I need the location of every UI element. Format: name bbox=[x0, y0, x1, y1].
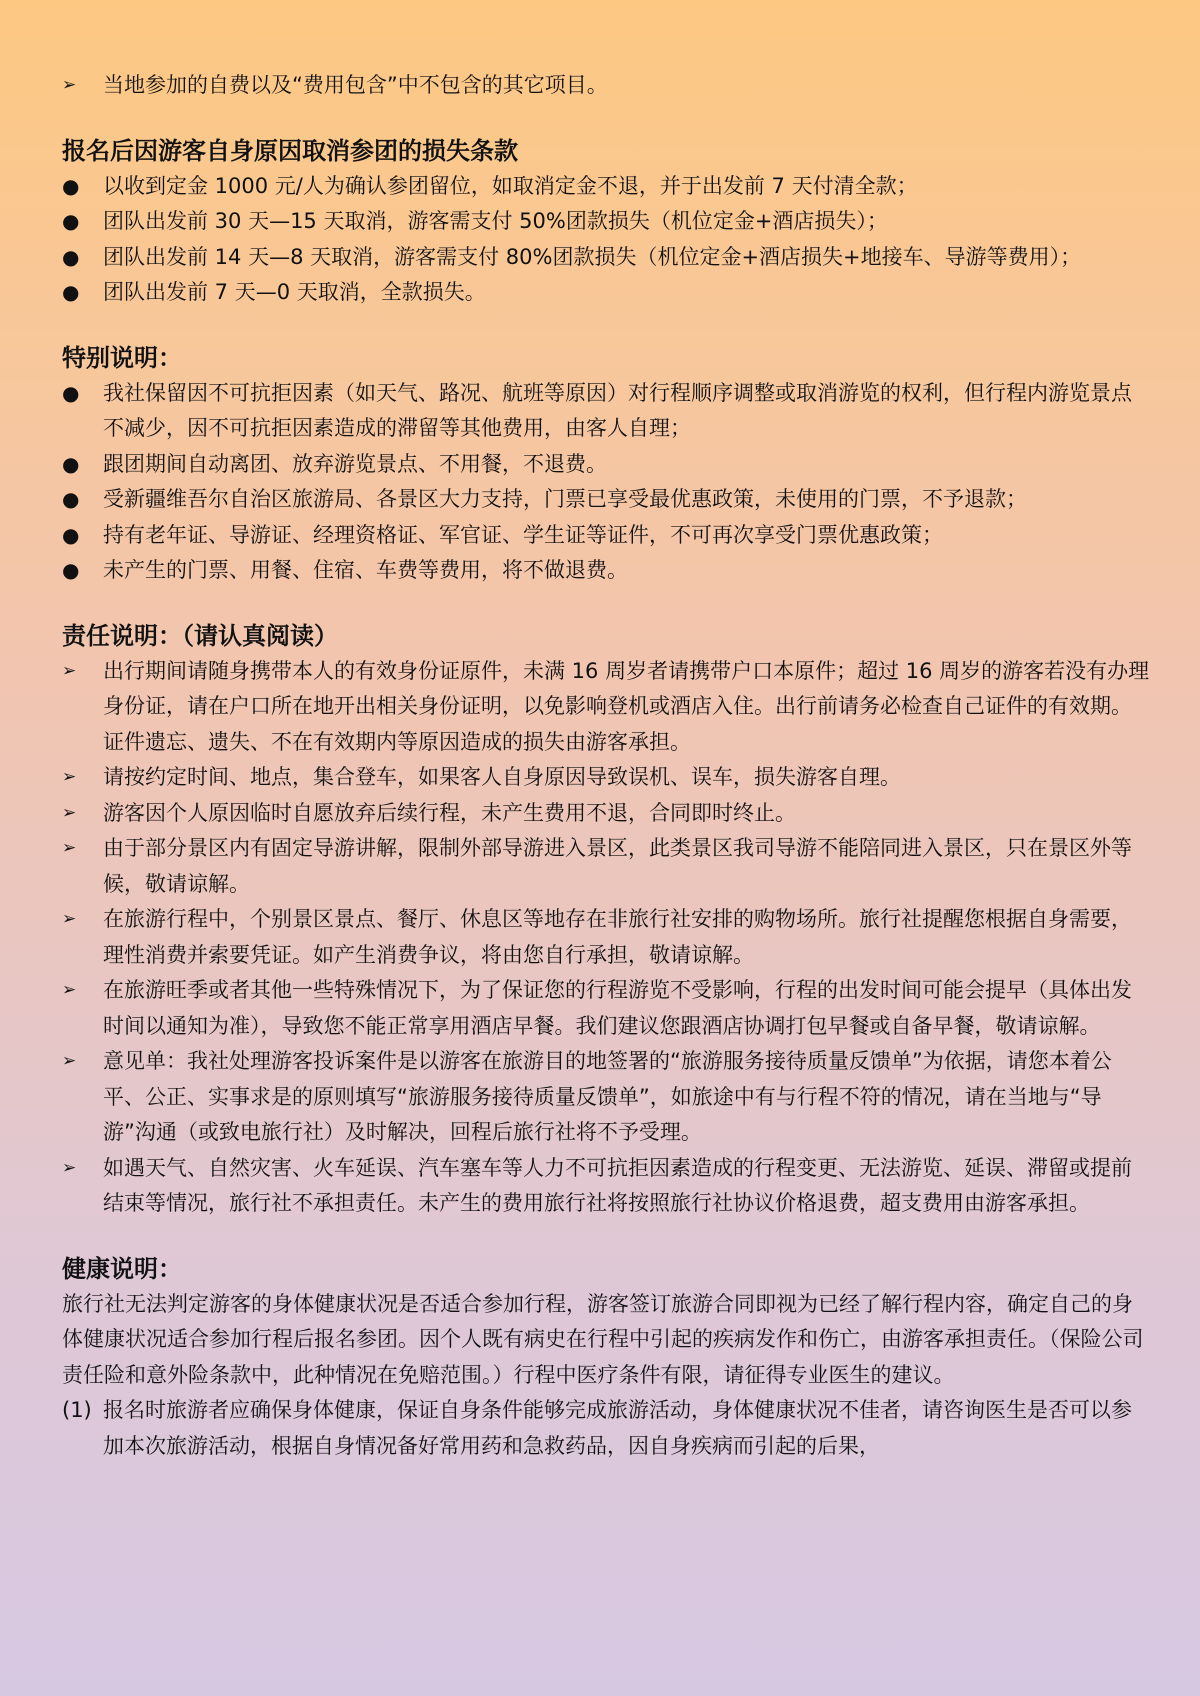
list-item-text: 我社保留因不可抗拒因素（如天气、路况、航班等原因）对行程顺序调整或取消游览的权利，但行程内游览景点不减少，因不可抗拒因素造成的滞留等其他费用，由客人自理； bbox=[103, 380, 1132, 440]
list-item bbox=[62, 973, 1152, 1044]
arrow-bullet-icon: ➢ bbox=[62, 1157, 77, 1178]
list-item-text: 持有老年证、导游证、经理资格证、军官证、学生证等证件，不可再次享受门票优惠政策； bbox=[103, 522, 943, 547]
bullet-dot-icon: ● bbox=[62, 487, 80, 511]
list-item-text: 当地参加的自费以及“费用包含”中不包含的其它项目。 bbox=[103, 73, 608, 97]
document-content bbox=[62, 68, 1152, 1464]
section-heading-cancellation: 报名后因游客自身原因取消参团的损失条款 bbox=[62, 136, 518, 165]
list-item bbox=[62, 1151, 1152, 1222]
list-item bbox=[62, 796, 1152, 832]
list-item-text: 团队出发前 7 天—0 天取消，全款损失。 bbox=[103, 280, 486, 304]
section-gap bbox=[62, 589, 1152, 618]
numbered-item-marker: (1) bbox=[62, 1398, 92, 1422]
numbered-item bbox=[62, 1393, 1152, 1464]
list-item bbox=[62, 760, 1152, 796]
list-item bbox=[62, 518, 1152, 554]
arrow-bullet-icon: ➢ bbox=[62, 909, 77, 929]
list-item bbox=[62, 204, 1152, 240]
list-item bbox=[62, 1044, 1152, 1151]
list-item-text: 请按约定时间、地点，集合登车，如果客人自身原因导致误机、误车，损失游客自理。 bbox=[103, 765, 901, 789]
bullet-dot-icon: ● bbox=[62, 558, 80, 582]
bullet-dot-icon: ● bbox=[62, 522, 80, 547]
list-item-text: 受新疆维吾尔自治区旅游局、各景区大力支持，门票已享受最优惠政策，未使用的门票，不予退款； bbox=[103, 487, 1027, 511]
list-item-text: 未产生的门票、用餐、住宿、车费等费用，将不做退费。 bbox=[103, 558, 628, 582]
list-item-text: 游客因个人原因临时自愿放弃后续行程，未产生费用不退，合同即时终止。 bbox=[103, 800, 796, 825]
arrow-bullet-icon: ➢ bbox=[62, 838, 77, 858]
section-heading-special: 特别说明： bbox=[62, 343, 182, 372]
list-item-text: 团队出发前 14 天—8 天取消，游客需支付 80%团款损失（机位定金+酒店损失+地接车、导游等费用）； bbox=[103, 244, 1082, 269]
list-item bbox=[62, 831, 1152, 902]
list-item-text: 由于部分景区内有固定导游讲解，限制外部导游进入景区，此类景区我司导游不能陪同进入景区，只在景区外等候，敬请谅解。 bbox=[103, 836, 1132, 896]
arrow-bullet-icon: ➢ bbox=[62, 75, 77, 95]
bullet-dot-icon: ● bbox=[62, 244, 80, 269]
bullet-dot-icon: ● bbox=[62, 280, 80, 304]
section-heading-health: 健康说明： bbox=[62, 1254, 182, 1283]
list-item bbox=[62, 169, 1152, 205]
bullet-dot-icon: ● bbox=[62, 380, 80, 405]
list-item bbox=[62, 654, 1152, 761]
bullet-dot-icon: ● bbox=[62, 451, 80, 476]
arrow-bullet-icon: ➢ bbox=[62, 802, 77, 823]
list-item bbox=[62, 553, 1152, 589]
list-item bbox=[62, 376, 1152, 447]
list-item bbox=[62, 902, 1152, 973]
list-item-text: 意见单：我社处理游客投诉案件是以游客在旅游目的地签署的“旅游服务接待质量反馈单”为依据，请您本着公平、公正、实事求是的原则填写“旅游服务接待质量反馈单”，如旅途中有与行程不符的情况，请在当地与“导游”沟通（或致电旅行社）及时解决，回程后旅行社将不予受理。 bbox=[103, 1049, 1112, 1144]
bullet-dot-icon: ● bbox=[62, 209, 80, 233]
section-gap bbox=[62, 104, 1152, 133]
section-gap bbox=[62, 1222, 1152, 1251]
list-item bbox=[62, 482, 1152, 518]
numbered-item-text: 报名时旅游者应确保身体健康，保证自身条件能够完成旅游活动，身体健康状况不佳者，请咨询医生是否可以参加本次旅游活动，根据自身情况备好常用药和急救药品，因自身疾病而引起的后果， bbox=[103, 1398, 1132, 1458]
list-item-text: 在旅游行程中，个别景区景点、餐厅、休息区等地存在非旅行社安排的购物场所。旅行社提醒您根据自身需要，理性消费并索要凭证。如产生消费争议，将由您自行承担，敬请谅解。 bbox=[103, 907, 1132, 967]
list-item-text: 以收到定金 1000 元/人为确认参团留位，如取消定金不退，并于出发前 7 天付清全款； bbox=[103, 173, 918, 198]
health-paragraph: 旅行社无法判定游客的身体健康状况是否适合参加行程，游客签订旅游合同即视为已经了解行程内容，确定自己的身体健康状况适合参加行程后报名参团。因个人既有病史在行程中引起的疾病发作和伤亡，由游客承担责任。（保险公司责任险和意外险条款中，此种情况在免赔范围。）行程中医疗条件有限，请征得专业医生的建议。 bbox=[62, 1291, 1144, 1387]
bullet-dot-icon: ● bbox=[62, 173, 80, 198]
section-gap bbox=[62, 311, 1152, 340]
list-item-text: 出行期间请随身携带本人的有效身份证原件，未满 16 周岁者请携带户口本原件；超过 16 周岁的游客若没有办理身份证，请在户口所在地开出相关身份证明，以免影响登机或酒店入住。出行前请务必检查自己证件的有效期。证件遗忘、遗失、不在有效期内等原因造成的损失由游客承担。 bbox=[103, 658, 1150, 754]
arrow-bullet-icon: ➢ bbox=[62, 980, 77, 1000]
list-item-text: 跟团期间自动离团、放弃游览景点、不用餐，不退费。 bbox=[103, 451, 607, 476]
section-heading-responsibility: 责任说明：（请认真阅读） bbox=[62, 621, 338, 650]
arrow-bullet-icon: ➢ bbox=[62, 1051, 77, 1071]
list-item bbox=[62, 447, 1152, 483]
list-item-text: 如遇天气、自然灾害、火车延误、汽车塞车等人力不可抗拒因素造成的行程变更、无法游览、延误、滞留或提前结束等情况，旅行社不承担责任。未产生的费用旅行社将按照旅行社协议价格退费，超支费用由游客承担。 bbox=[103, 1155, 1132, 1215]
list-item-text: 团队出发前 30 天—15 天取消，游客需支付 50%团款损失（机位定金+酒店损失）； bbox=[103, 209, 888, 233]
list-item-text: 在旅游旺季或者其他一些特殊情况下，为了保证您的行程游览不受影响，行程的出发时间可能会提早（具体出发时间以通知为准），导致您不能正常享用酒店早餐。我们建议您跟酒店协调打包早餐或自备早餐，敬请谅解。 bbox=[103, 978, 1132, 1038]
list-item bbox=[62, 68, 1152, 104]
list-item bbox=[62, 275, 1152, 311]
arrow-bullet-icon: ➢ bbox=[62, 767, 77, 787]
arrow-bullet-icon: ➢ bbox=[62, 660, 77, 681]
list-item bbox=[62, 240, 1152, 276]
